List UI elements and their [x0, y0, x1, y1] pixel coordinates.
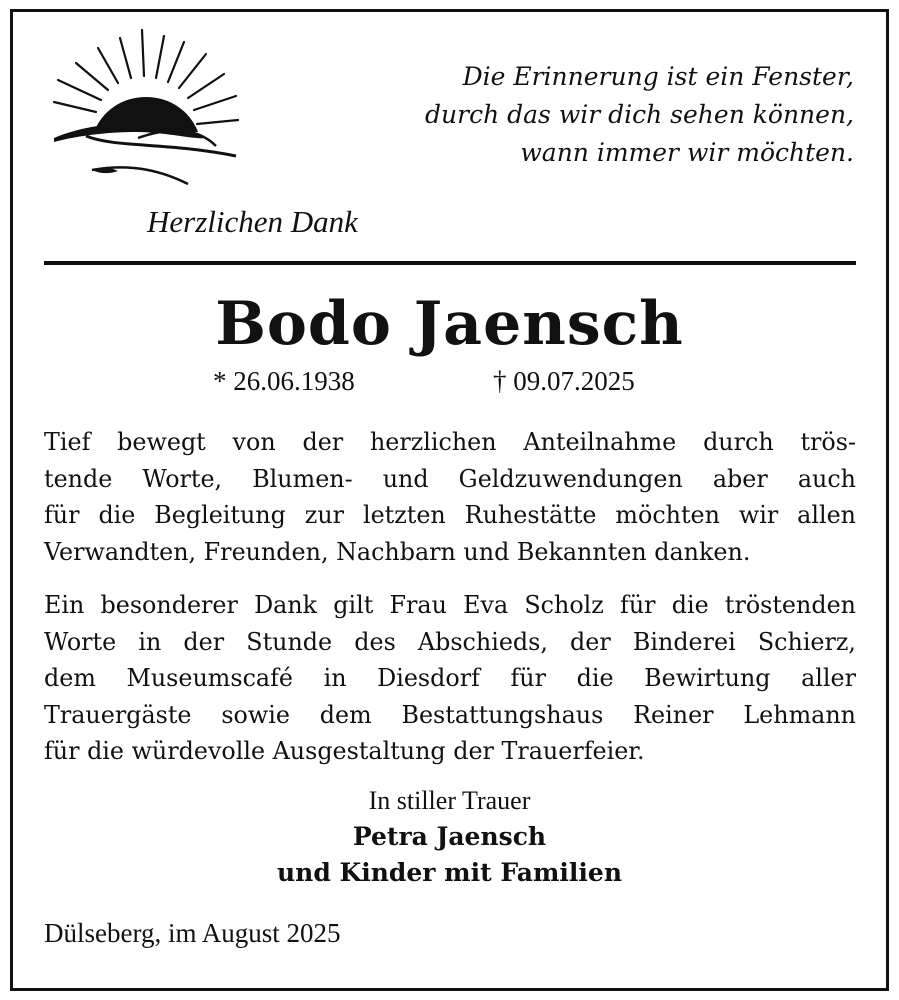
mourning-intro: In stiller Trauer: [368, 786, 531, 815]
quote-line: durch das wir dich sehen können,: [425, 100, 854, 129]
mourner-name: Petra Jaensch: [352, 822, 547, 851]
quote-line: wann immer wir möchten.: [520, 138, 854, 167]
paragraph-line: Trauergäste sowie dem Bestattungshaus Reiner Lehmann: [44, 700, 856, 729]
thanks-heading: Herzlichen Dank: [147, 204, 358, 239]
paragraph-line: Worte in der Stunde des Abschieds, der Binderei Schierz,: [44, 627, 856, 656]
paragraph-line: für die Begleitung zur letzten Ruhestätte möchten wir allen: [44, 501, 856, 529]
death-date: † 09.07.2025: [493, 366, 635, 396]
paragraph-line: für die würdevolle Ausgestaltung der Trauerfeier.: [44, 737, 645, 765]
paragraph-line: Tief bewegt von der herzlichen Anteilnahme durch trös-: [44, 428, 856, 456]
paragraph-line: tende Worte, Blumen- und Geldzuwendungen aber auch: [44, 464, 856, 493]
birth-date: * 26.06.1938: [213, 366, 355, 396]
paragraph-line: dem Museumscafé in Diesdorf für die Bewirtung aller: [44, 664, 856, 692]
place-and-date: Dülseberg, im August 2025: [44, 918, 341, 948]
life-dates: [0, 366, 899, 402]
memorial-quote: [334, 58, 854, 172]
quote-line: Die Erinnerung ist ein Fenster,: [462, 62, 854, 91]
mourners-block: [0, 783, 899, 891]
mourner-family: und Kinder mit Familien: [276, 858, 622, 887]
paragraph-line: Verwandten, Freunden, Nachbarn und Bekannten danken.: [44, 537, 751, 566]
paragraph-line: Ein besonderer Dank gilt Frau Eva Scholz für die tröstenden: [44, 591, 856, 619]
deceased-name: Bodo Jaensch: [215, 289, 684, 359]
divider-rule: [44, 261, 856, 265]
thanks-paragraph-2: [44, 587, 856, 770]
thanks-paragraph-1: [44, 424, 856, 570]
sunset-hills-icon: [46, 28, 242, 193]
